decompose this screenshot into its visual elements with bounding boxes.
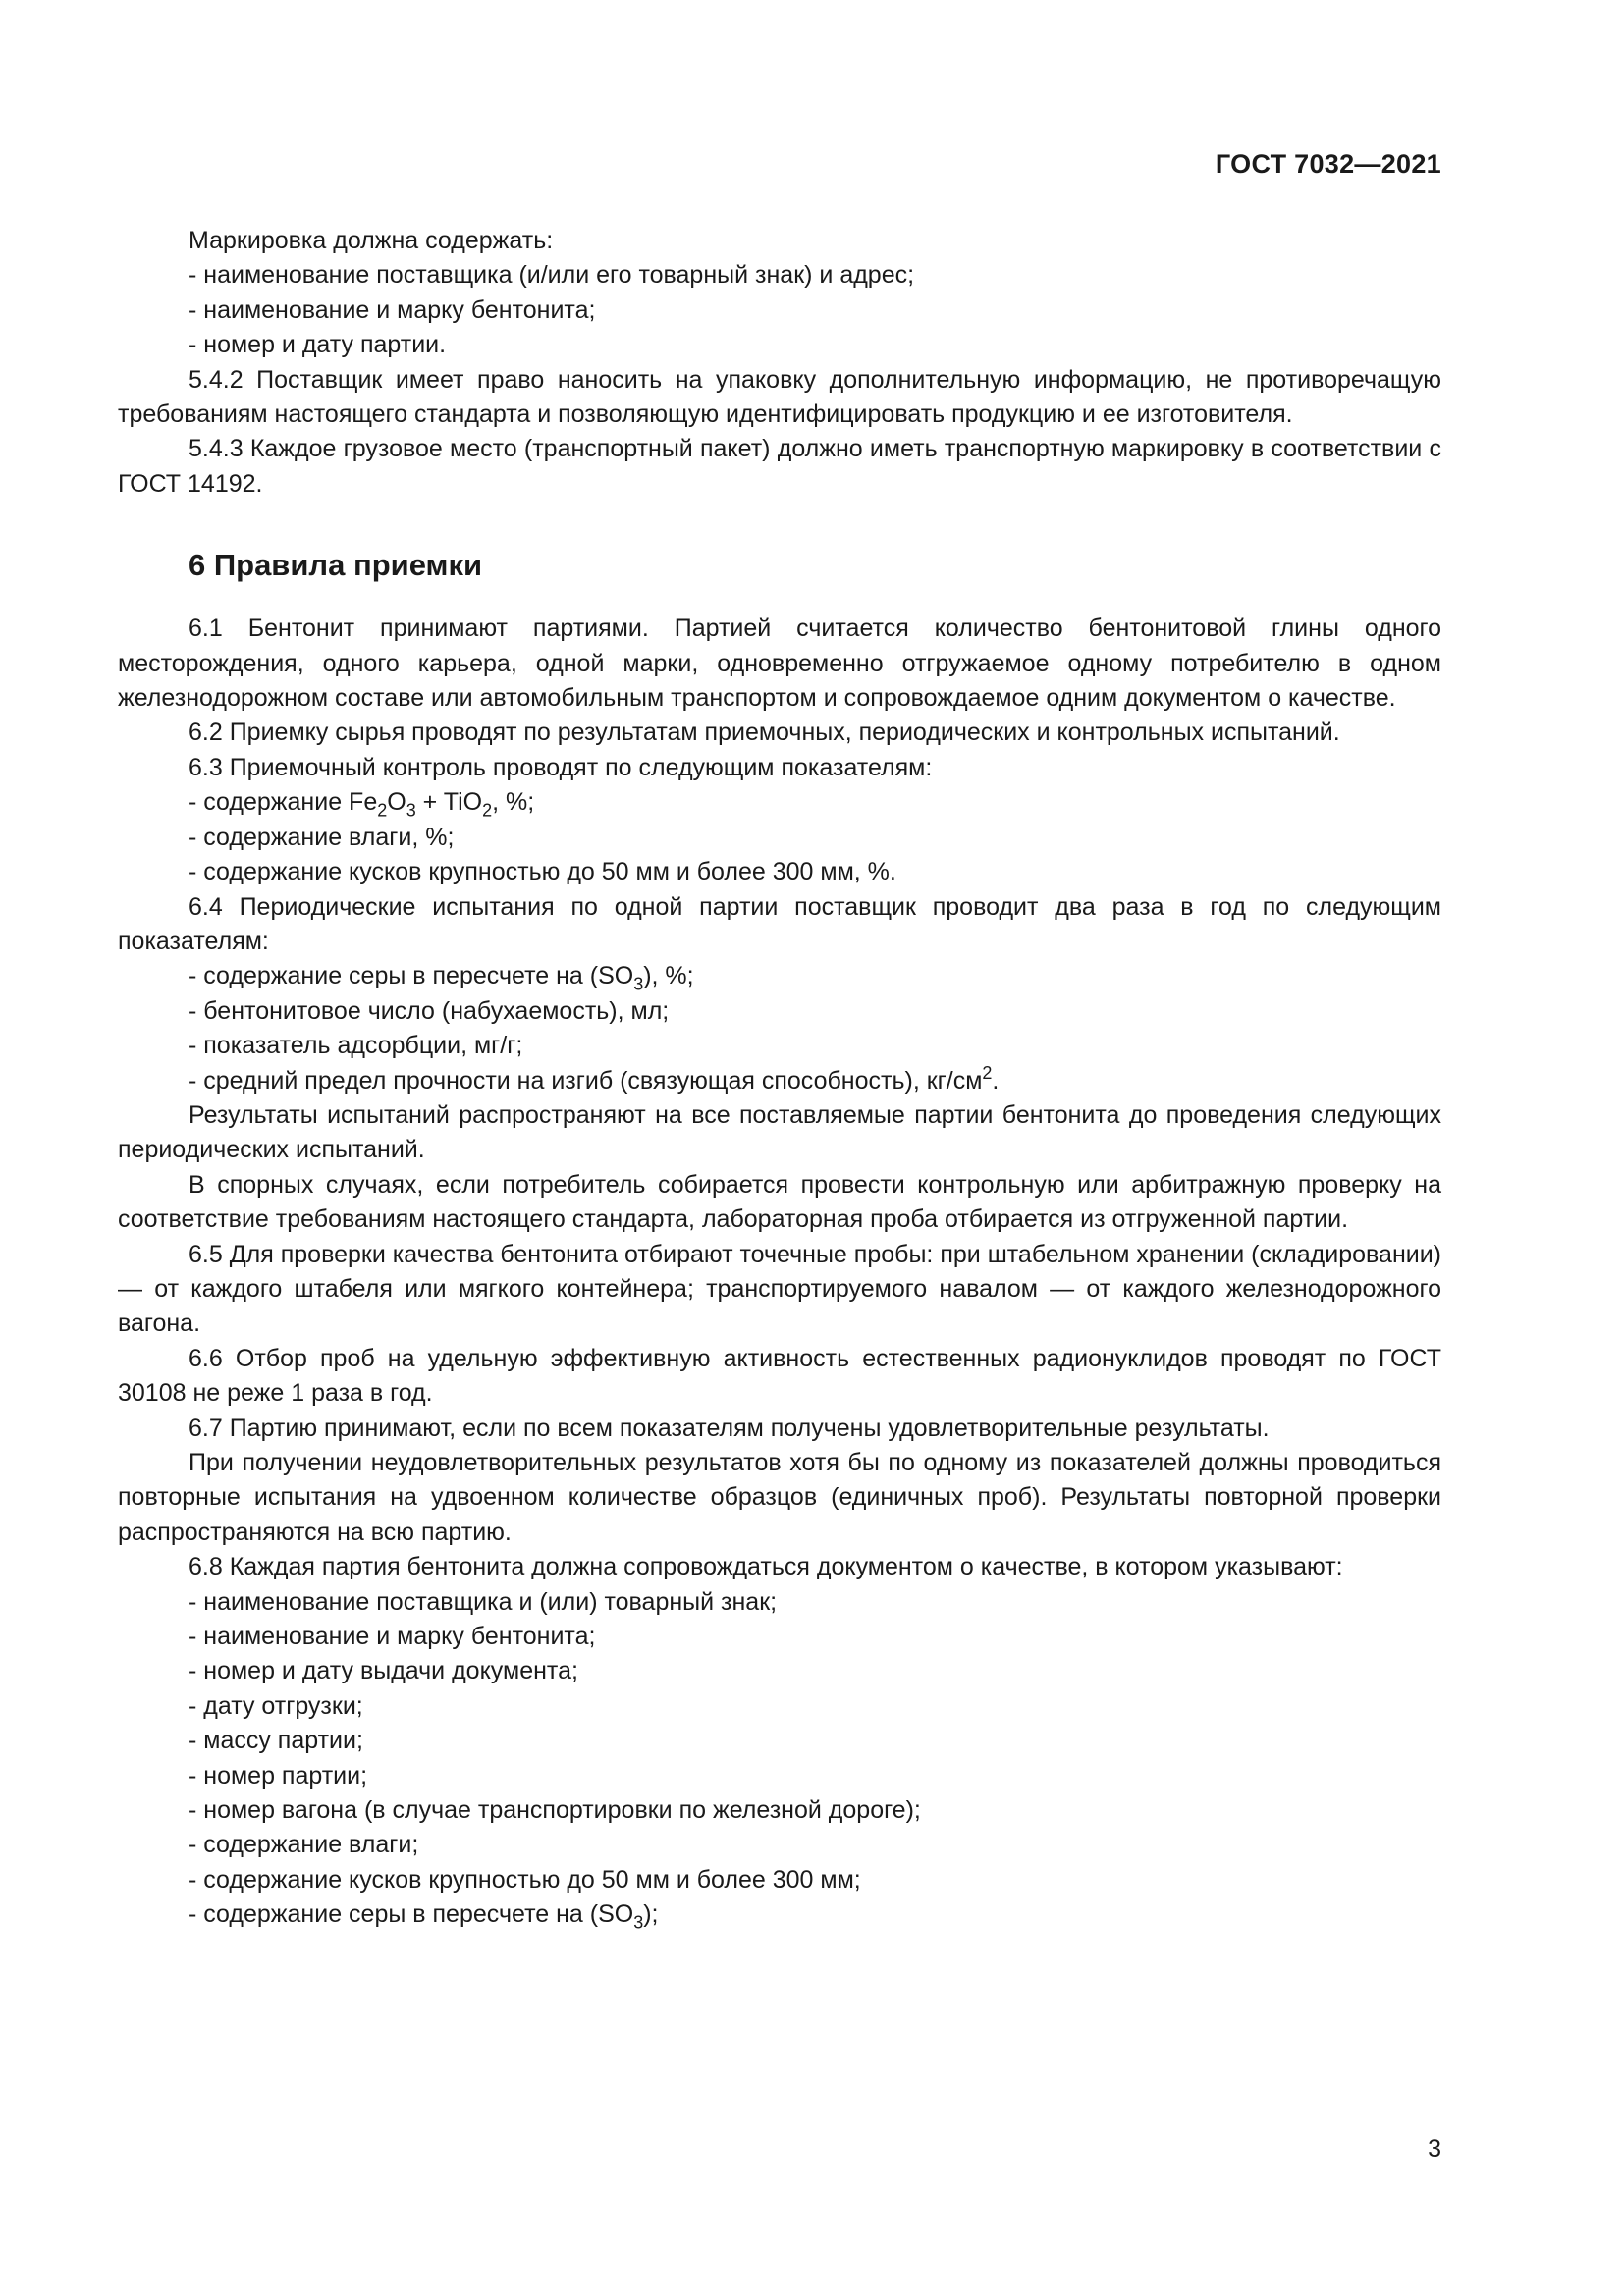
list-item: - наименование и марку бентонита; [189,1623,596,1651]
document-body [118,224,1441,1933]
paragraph-5-4-3: 5.4.3 Каждое грузовое место (транспортный пакет) должно иметь транспортную маркировку в соответствии с ГОСТ 14192. [118,435,1441,498]
list-item: - номер и дату партии. [189,331,447,359]
paragraph-disputes: В спорных случаях, если потребитель собирается провести контрольную или арбитражную проверку на соответствие требованиям настоящего стандарта, лабораторная проба отбирается из отгруженной партии. [118,1170,1441,1234]
list-item-strength: - средний предел прочности на изгиб (связующая способность), $кг/см^2$. [189,1062,1000,1095]
list-item: - дату отгрузки; [189,1691,363,1720]
list-item-sulfur: - содержание серы в пересчете на $(SO_3)$, %; [189,962,694,994]
paragraph-6-1: 6.1 Бентонит принимают партиями. Партией считается количество бентонитовой глины одного месторождения, одного карьера, одной марки, одновременно отгружаемое одному потребителю в одном железнодорожном составе или автомобильным транспортом и сопровождаемое одним документом о качестве. [118,614,1441,713]
standard-code-header: ГОСТ 7032—2021 [1215,149,1441,179]
paragraph-6-4: 6.4 Периодические испытания по одной партии поставщик проводит два раза в год по следующим показателям: [118,892,1441,955]
list-item: - номер вагона (в случае транспортировки по железной дороге); [189,1796,921,1825]
paragraph-results: Результаты испытаний распространяют на все поставляемые партии бентонита до проведения следующих периодических испытаний. [118,1100,1441,1164]
paragraph-6-2: 6.2 Приемку сырья проводят по результатам приемочных, периодических и контрольных испытаний. [189,719,1340,747]
paragraph-retest: При получении неудовлетворительных результатов хотя бы по одному из показателей должны проводиться повторные испытания на удвоенном количестве образцов (единичных проб). Результаты повторной проверки распространяются на всю партию. [118,1449,1441,1546]
list-item: - массу партии; [189,1727,363,1755]
list-item: - наименование поставщика (и/или его товарный знак) и адрес; [189,261,915,290]
list-item-sulfur-final: - содержание серы в пересчете на $(SO_3)$; [189,1900,659,1933]
paragraph-6-5: 6.5 Для проверки качества бентонита отбирают точечные пробы: при штабельном хранении (складировании) — от каждого штабеля или мягкого контейнера; транспортируемого навалом — от каждого железнодорожного вагона. [118,1240,1441,1338]
paragraph-6-7: 6.7 Партию принимают, если по всем показателям получены удовлетворительные результаты. [189,1414,1270,1442]
list-item: - содержание влаги; [189,1831,419,1859]
paragraph-6-3: 6.3 Приемочный контроль проводят по следующим показателям: [189,753,933,781]
section-heading-6: 6 Правила приемки [189,548,483,583]
list-item: - показатель адсорбции, мг/г; [189,1032,523,1060]
list-item: - номер партии; [189,1761,368,1789]
list-item: - наименование и марку бентонита; [189,295,596,324]
list-item-fe2o3-tio2: - содержание $Fe_2O_3 + TiO_2$, %; [189,788,535,821]
list-item: - содержание влаги, %; [189,823,455,851]
list-item: - содержание кусков крупностью до 50 мм и более 300 мм, %. [189,858,896,886]
list-item: - наименование поставщика и (или) товарный знак; [189,1587,778,1616]
list-item: - номер и дату выдачи документа; [189,1657,578,1685]
marking-intro: Маркировка должна содержать: [189,227,554,254]
list-item: - содержание кусков крупностью до 50 мм и более 300 мм; [189,1865,861,1894]
list-item: - бентонитовое число (набухаемость), мл; [189,996,670,1025]
paragraph-5-4-2: 5.4.2 Поставщик имеет право наносить на упаковку дополнительную информацию, не противоречащую требованиям настоящего стандарта и позволяющую идентифицировать продукцию и ее изготовителя. [118,365,1441,429]
page-number: 3 [1428,2135,1441,2163]
paragraph-6-8: 6.8 Каждая партия бентонита должна сопровождаться документом о качестве, в котором указывают: [189,1553,1343,1581]
paragraph-6-6: 6.6 Отбор проб на удельную эффективную активность естественных радионуклидов проводят по ГОСТ 30108 не реже 1 раза в год. [118,1344,1441,1408]
